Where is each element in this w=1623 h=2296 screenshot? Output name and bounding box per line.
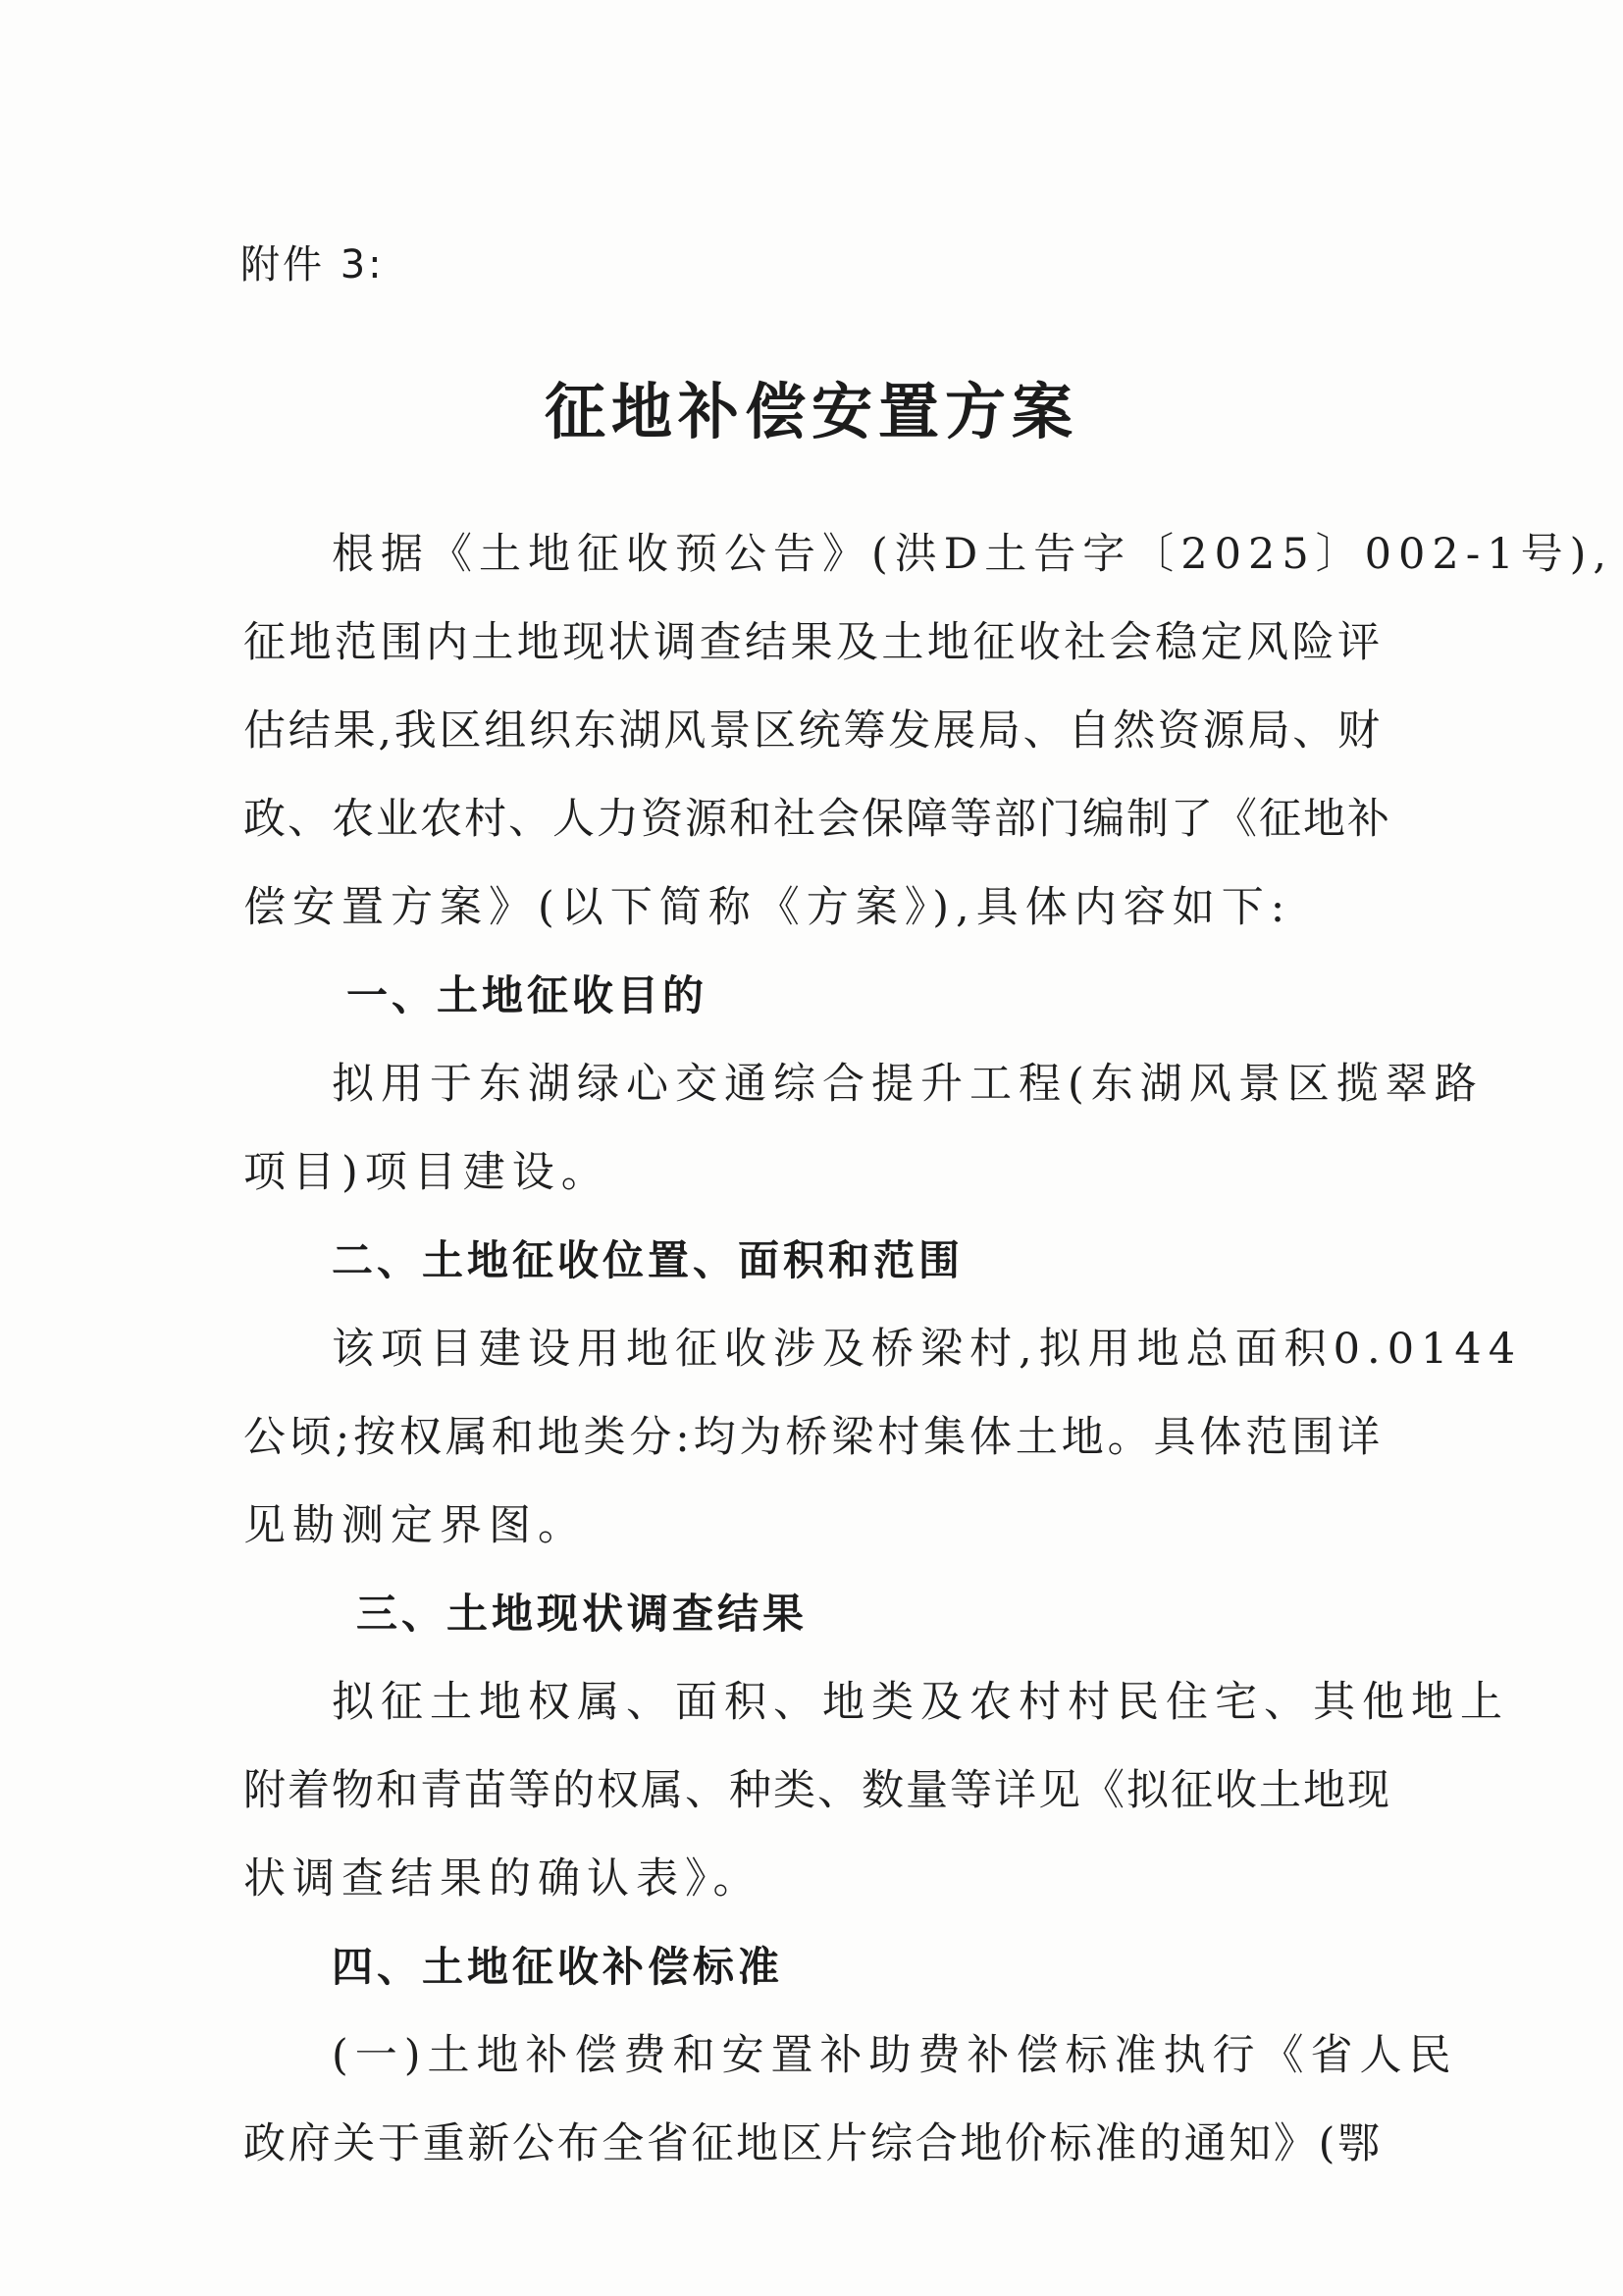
text-line: 状调查结果的确认表》。 [243, 1854, 762, 1904]
section-heading: 四、土地征收补偿标准 [332, 1943, 784, 1991]
section-survey-results [243, 1570, 1509, 1923]
text-line: 根据《土地征收预公告》(洪D土告字〔2025〕002-1号), [332, 530, 1614, 579]
section-heading: 三、土地现状调查结果 [356, 1590, 809, 1638]
text-line: 该项目建设用地征收涉及桥梁村,拟用地总面积0.0144 [332, 1325, 1523, 1374]
text-line: 拟用于东湖绿心交通综合提升工程(东湖风景区揽翠路 [332, 1060, 1484, 1109]
section-heading: 二、土地征收位置、面积和范围 [332, 1236, 965, 1284]
intro-paragraph [243, 510, 1614, 952]
text-line: 政、农业农村、人力资源和社会保障等部门编制了《征地补 [243, 795, 1391, 844]
text-line: 公顷;按权属和地类分:均为桥梁村集体土地。具体范围详 [243, 1413, 1382, 1462]
text-line: 偿安置方案》(以下简称《方案》),具体内容如下: [243, 883, 1292, 932]
text-line: 见勘测定界图。 [243, 1501, 587, 1550]
text-line: 征地范围内土地现状调查结果及土地征收社会稳定风险评 [243, 618, 1382, 667]
section-compensation-standard [243, 1923, 1458, 2188]
section-location-area [243, 1217, 1523, 1570]
text-line: 估结果,我区组织东湖风景区统筹发展局、自然资源局、财 [243, 706, 1382, 756]
text-line: 拟征土地权属、面积、地类及农村村民住宅、其他地上 [332, 1678, 1509, 1727]
section-heading: 一、土地征收目的 [346, 971, 708, 1019]
section-purpose [243, 952, 1484, 1217]
text-line: 附着物和青苗等的权属、种类、数量等详见《拟征收土地现 [243, 1766, 1391, 1815]
text-line: 项目)项目建设。 [243, 1148, 610, 1197]
text-line: (一)土地补偿费和安置补助费补偿标准执行《省人民 [332, 2031, 1458, 2080]
document-body [243, 510, 1614, 2188]
text-line: 政府关于重新公布全省征地区片综合地价标准的通知》(鄂 [243, 2119, 1382, 2168]
document-title: 征地补偿安置方案 [544, 376, 1078, 447]
attachment-label: 附件 3: [240, 242, 385, 287]
